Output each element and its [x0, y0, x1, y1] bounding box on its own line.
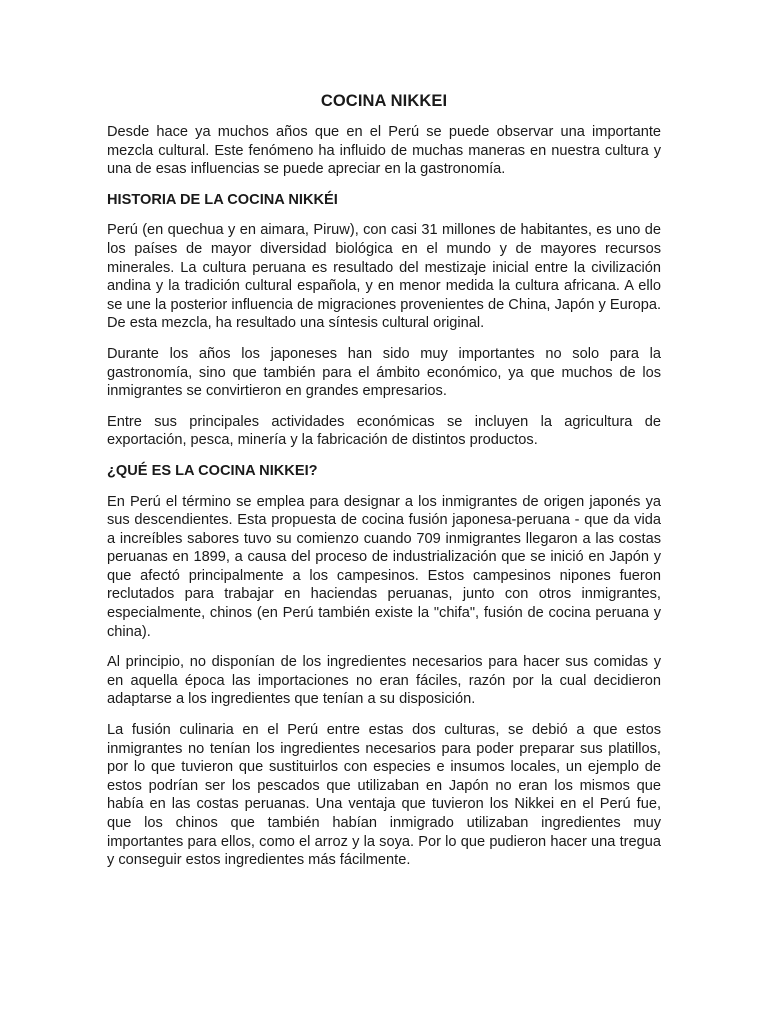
que-es-paragraph-1: En Perú el término se emplea para designar a los inmigrantes de origen japonés ya sus descendientes. Esta propuesta de cocina fusión japonesa-peruana - que da vida a increíbles sabores tuvo su comienzo cuando 709 inmigrantes llegaron a las costas peruanas en 1899, a causa del proceso de industrialización que se inició en Japón y que afectó principalmente a los campesinos. Estos campesinos nipones fueron reclutados para trabajar en haciendas peruanas, junto con otros inmigrantes, especialmente, chinos (en Perú también existe la "chifa", fusión de cocina peruana y china). — [107, 493, 661, 640]
document-title: COCINA NIKKEI — [320, 92, 448, 110]
intro-paragraph: Desde hace ya muchos años que en el Perú se puede observar una importante mezcla cultural. Este fenómeno ha influido de muchas maneras en nuestra cultura y una de esas influencias se puede apreciar en la gastronomía. — [107, 124, 661, 178]
document-page — [107, 92, 661, 882]
que-es-paragraph-3: La fusión culinaria en el Perú entre estas dos culturas, se debió a que estos inmigrantes no tenían los ingredientes necesarios para poder preparar sus platillos, por lo que tuvieron que sustituirlos con especies e insumos locales, un ejemplo de estos podrían ser los pescados que utilizaban en Japón no eran los mismos que había en las costas peruanas. Una ventaja que tuvieron los Nikkei en el Perú fue, que los chinos que también habían inmigrado utilizaban ingredientes muy importantes para ellos, como el arroz y la soya. Por lo que pudieron hacer una tregua y conseguir estos ingredientes más fácilmente. — [107, 722, 661, 869]
que-es-paragraph-2: Al principio, no disponían de los ingredientes necesarios para hacer sus comidas y en aquella época las importaciones no eran fáciles, razón por la cual decidieron adaptarse a los ingredientes que tenían a su disposición. — [107, 654, 661, 708]
section-heading-historia: HISTORIA DE LA COCINA NIKKÉI — [107, 191, 338, 208]
section-heading-que-es: ¿QUÉ ES LA COCINA NIKKEI? — [107, 462, 318, 479]
historia-paragraph-3: Entre sus principales actividades económicas se incluyen la agricultura de exportación, pesca, minería y la fabricación de distintos productos. — [107, 413, 661, 449]
historia-paragraph-1: Perú (en quechua y en aimara, Piruw), con casi 31 millones de habitantes, es uno de los países de mayor diversidad biológica en el mundo y de mayores recursos minerales. La cultura peruana es resultado del mestizaje inicial entre la civilización andina y la tradición cultural española, y en menor medida la cultura africana. A ello se une la posterior influencia de migraciones provenientes de China, Japón y Europa. De esta mezcla, ha resultado una síntesis cultural original. — [107, 222, 661, 332]
historia-paragraph-2: Durante los años los japoneses han sido muy importantes no solo para la gastronomía, sino que también para el ámbito económico, ya que muchos de los inmigrantes se convirtieron en grandes empresarios. — [107, 345, 661, 400]
